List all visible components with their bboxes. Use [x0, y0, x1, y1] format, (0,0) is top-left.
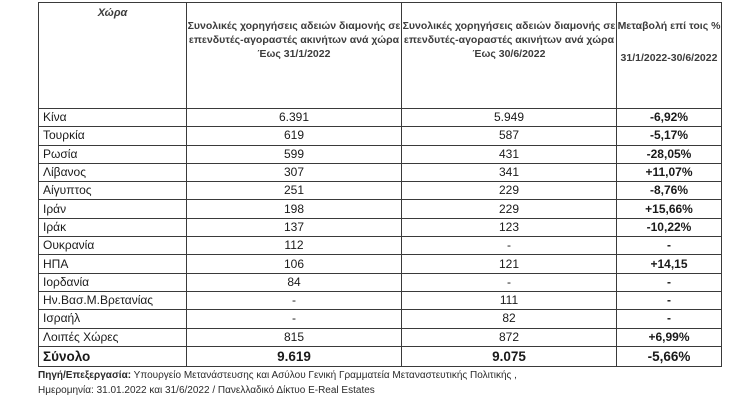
change-cell: -28,05% — [617, 145, 722, 163]
header-change-period: 31/1/2022-30/6/2022 — [620, 52, 718, 64]
total-row — [39, 346, 722, 366]
change-cell: -10,22% — [617, 218, 722, 236]
permits-jun-cell: 82 — [402, 310, 617, 328]
change-cell: - — [617, 237, 722, 255]
source-label: Πηγή/Επεξεργασία: — [38, 370, 132, 381]
header-change — [617, 3, 722, 109]
table-row — [39, 328, 722, 346]
permits-jun-cell: 111 — [402, 291, 617, 309]
permits-jun-cell: 229 — [402, 200, 617, 218]
country-cell: ΗΠΑ — [39, 255, 187, 273]
change-cell: -5,66% — [617, 346, 722, 366]
permits-jan-cell: 9.619 — [187, 346, 402, 366]
permits-jan-cell: 307 — [187, 163, 402, 181]
permits-jan-cell: 198 — [187, 200, 402, 218]
permits-jun-cell: 9.075 — [402, 346, 617, 366]
source-footer — [38, 368, 517, 398]
country-cell: Λοιπές Χώρες — [39, 328, 187, 346]
permits-jan-cell: - — [187, 310, 402, 328]
table-body — [39, 109, 722, 367]
residence-permits-table — [38, 2, 722, 367]
country-cell: Ιράν — [39, 200, 187, 218]
country-cell: Ουκρανία — [39, 237, 187, 255]
change-cell: - — [617, 291, 722, 309]
permits-jun-cell: 229 — [402, 182, 617, 200]
permits-jun-cell: 123 — [402, 218, 617, 236]
change-cell: +11,07% — [617, 163, 722, 181]
permits-jan-cell: 112 — [187, 237, 402, 255]
date-line: Ημερομηνία: 31.01.2022 και 31/6/2022 / Πανελλαδικό Δίκτυο E-Real Estates — [38, 385, 375, 396]
table-row — [39, 145, 722, 163]
country-cell: Ην.Βασ.Μ.Βρετανίας — [39, 291, 187, 309]
permits-jan-cell: 251 — [187, 182, 402, 200]
header-change-label: Μεταβολή επί τοις % — [617, 20, 721, 32]
header-permits-jun: Συνολικές χορηγήσεις αδειών διαμονής σε επενδυτές-αγοραστές ακινήτων ανά χώρα Έως 30/6/2022 — [402, 3, 617, 109]
change-cell: -8,76% — [617, 182, 722, 200]
permits-jan-cell: 599 — [187, 145, 402, 163]
source-text: Υπουργείο Μετανάστευσης και Ασύλου Γενική Γραμματεία Μεταναστευτικής Πολιτικής , — [133, 370, 517, 381]
country-cell: Ιορδανία — [39, 273, 187, 291]
country-cell: Ρωσία — [39, 145, 187, 163]
country-cell: Κίνα — [39, 109, 187, 127]
header-permits-jan: Συνολικές χορηγήσεις αδειών διαμονής σε επενδυτές-αγοραστές ακινήτων ανά χώρα Έως 31/1/2022 — [187, 3, 402, 109]
country-cell: Ισραήλ — [39, 310, 187, 328]
table-row — [39, 163, 722, 181]
permits-jan-cell: 6.391 — [187, 109, 402, 127]
table-row — [39, 182, 722, 200]
country-cell: Λίβανος — [39, 163, 187, 181]
permits-jan-cell: 815 — [187, 328, 402, 346]
change-cell: +6,99% — [617, 328, 722, 346]
change-cell: +15,66% — [617, 200, 722, 218]
source-line — [38, 368, 517, 383]
permits-jan-cell: - — [187, 291, 402, 309]
permits-jun-cell: 872 — [402, 328, 617, 346]
data-table-container — [38, 2, 721, 367]
permits-jun-cell: 587 — [402, 127, 617, 145]
change-cell: -6,92% — [617, 109, 722, 127]
change-cell: - — [617, 310, 722, 328]
country-cell: Σύνολο — [39, 346, 187, 366]
table-row — [39, 255, 722, 273]
permits-jun-cell: 5.949 — [402, 109, 617, 127]
table-row — [39, 200, 722, 218]
country-cell: Τουρκία — [39, 127, 187, 145]
permits-jun-cell: - — [402, 237, 617, 255]
table-row — [39, 291, 722, 309]
permits-jan-cell: 619 — [187, 127, 402, 145]
table-row — [39, 237, 722, 255]
permits-jan-cell: 84 — [187, 273, 402, 291]
permits-jun-cell: - — [402, 273, 617, 291]
table-row — [39, 310, 722, 328]
permits-jun-cell: 431 — [402, 145, 617, 163]
table-row — [39, 109, 722, 127]
permits-jun-cell: 341 — [402, 163, 617, 181]
header-country: Χώρα — [39, 3, 187, 109]
permits-jan-cell: 137 — [187, 218, 402, 236]
table-row — [39, 218, 722, 236]
change-cell: - — [617, 273, 722, 291]
country-cell: Αίγυπτος — [39, 182, 187, 200]
change-cell: +14,15 — [617, 255, 722, 273]
permits-jan-cell: 106 — [187, 255, 402, 273]
change-cell: -5,17% — [617, 127, 722, 145]
permits-jun-cell: 121 — [402, 255, 617, 273]
table-row — [39, 127, 722, 145]
country-cell: Ιράκ — [39, 218, 187, 236]
table-header-row — [39, 3, 722, 109]
table-row — [39, 273, 722, 291]
